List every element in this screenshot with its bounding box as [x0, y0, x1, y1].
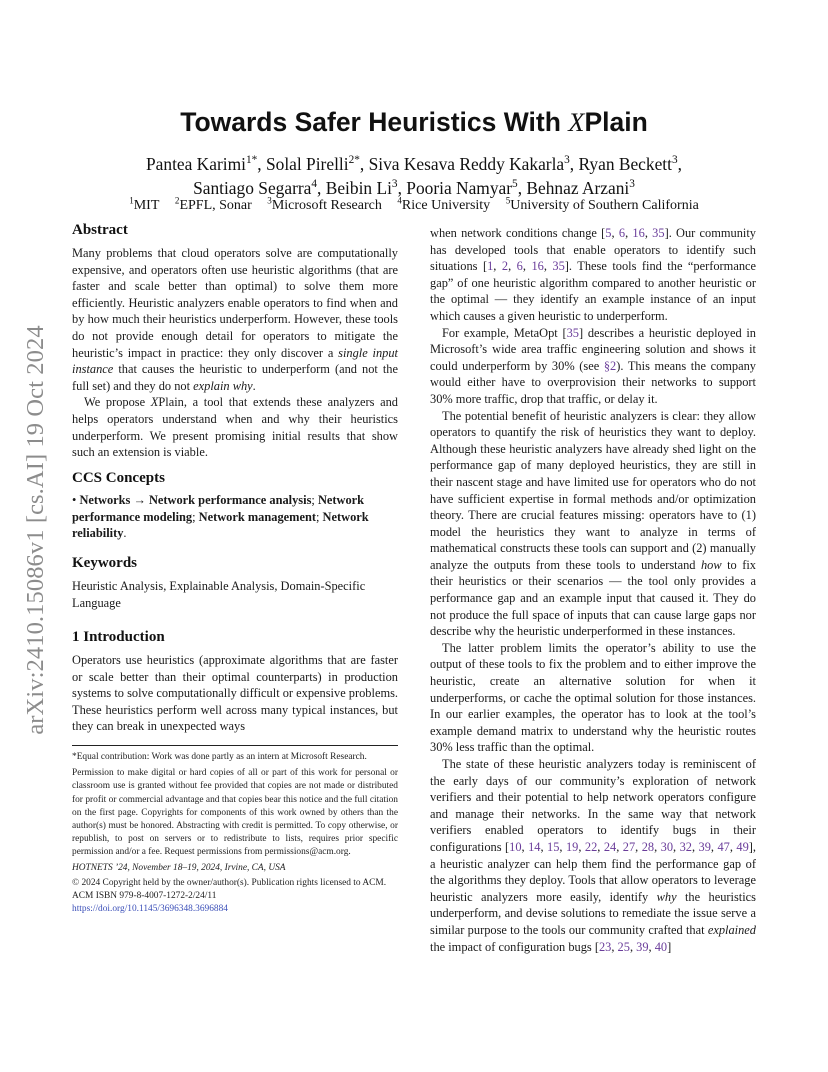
citation-link[interactable]: 15 — [547, 839, 560, 854]
citation-link[interactable]: 25 — [617, 939, 630, 954]
arxiv-id-text: arXiv:2410.15086v1 [cs.AI] 19 Oct 2024 — [22, 325, 49, 735]
abstract-paragraph: Many problems that cloud operators solve are computationally expensive, and operators often use heuristic algorithms (that are faster and scale better than optimal) to solve them more efficiently. Heuristic analyzers enable operators to find when and by how much their heuristics underperform. However, these tools do not provide enough detail for operators to mitigate the heuristic’s impact in practice: they only discover a single input instance that causes the heuristic to underperform (and not the full set) and they do not explain why. — [72, 246, 398, 393]
citation-link[interactable]: 1 — [487, 259, 494, 274]
author-affil-mark: 1* — [245, 154, 258, 166]
author-affil-mark: 3 — [629, 178, 635, 190]
ccs-concepts: • Networks → Network performance analysis; Network performance modeling; Network management; Network reliability. — [72, 493, 369, 541]
affiliation: $^1$MIT — [129, 195, 160, 213]
section-link[interactable]: §2 — [603, 358, 617, 373]
author-affil-mark: 3 — [564, 154, 570, 166]
equal-contribution-note: *Equal contribution: Work was done partly as an intern at Microsoft Research. — [72, 752, 367, 762]
author-name: Pantea Karimi — [145, 153, 246, 174]
intro-body-right — [430, 225, 756, 955]
permission-notice: Permission to make digital or hard copies of all or part of this work for personal or classroom use is granted without fee provided that copies are not made or distributed for profit or commercial advantage and that copies bear this notice and the full citation on the first page. Copyrights for components of this work owned by others than the author(s) must be honored. Abstracting with credit is permitted. To copy otherwise, or republish, to post on servers or to redistribute to lists, requires prior specific permission and/or a fee. Request permissions from permissions@acm.org. — [72, 768, 398, 858]
author-affil-mark: 3 — [671, 154, 678, 166]
citation-link[interactable]: 22 — [584, 839, 598, 854]
citation-link[interactable]: 47 — [717, 839, 730, 854]
citation-link[interactable]: 14 — [528, 839, 541, 854]
citation-link[interactable]: 49 — [736, 839, 749, 854]
ccs-heading: CCS Concepts — [72, 470, 165, 486]
citation-link[interactable]: 16 — [531, 259, 544, 274]
citation-link[interactable]: 32 — [679, 839, 692, 854]
author-affil-mark: 5 — [512, 178, 518, 190]
citation-link[interactable]: 35 — [566, 325, 579, 340]
title-end: Plain — [584, 107, 648, 137]
citation-link[interactable]: 39 — [698, 839, 711, 854]
citation-link[interactable]: 10 — [509, 839, 522, 854]
body-paragraph: The latter problem limits the operator’s ability to use the output of these tools to fix the problem and to either improve the heuristic, create an alternative solution for when it underperforms, or cache the optimal solution for those instances. In our earlier examples, the operator has to look at the tool’s example demand matrix to understand why the heuristic routes 30% less traffic than the optimal. — [430, 640, 756, 755]
author-affil-mark: 4 — [311, 178, 318, 190]
citation-link[interactable]: 5 — [605, 226, 612, 240]
author-name: Behnaz Arzani — [526, 177, 630, 198]
isbn-line: ACM ISBN 979-8-4007-1272-2/24/11 — [72, 891, 217, 902]
citation-link[interactable]: 23 — [598, 939, 612, 954]
author-name: Siva Kesava Reddy Kakarla — [368, 153, 565, 174]
author-affil-mark: 2* — [348, 154, 360, 166]
keywords-heading: Keywords — [72, 555, 137, 571]
affiliation: $^5$University of Southern California — [505, 195, 699, 213]
author-name: Beibin Li — [325, 177, 392, 198]
citation-link[interactable]: 39 — [636, 939, 649, 954]
body-paragraph: The state of these heuristic analyzers today is reminiscent of the early days of our community’s exploration of network verifiers and their potential to help network operators configure and manage their networks. In the same way that network verifiers enabled operators to identify bugs in their configurations [10, 14, 15, 19, 22, 24, 27, 28, 30, 32, 39, 47, 49], a heuristic analyzer can help them find the performance gap of the algorithms they deploy. Tools that allow operators to leverage heuristic analyzers more easily, identify why the heuristics underperform, and devise solutions to remediate the issue serve a similar purpose to the tools our community crafted that explained the impact of configuration bugs [23, 25, 39, 40] — [430, 757, 757, 954]
citation-link[interactable]: 35 — [552, 259, 565, 274]
author-name: Santiago Segarra — [193, 177, 312, 198]
citation-link[interactable]: 19 — [565, 839, 579, 854]
abstract-paragraph: We propose XPlain, a tool that extends these analyzers and helps operators understand when and why their heuristics underperform. We present promising initial results that show such an extension is viable. — [72, 395, 398, 460]
venue-line: HOTNETS ’24, November 18–19, 2024, Irvine, CA, USA — [72, 862, 286, 873]
abstract-heading: Abstract — [72, 222, 128, 238]
citation-link[interactable]: 24 — [603, 839, 617, 854]
body-paragraph: For example, MetaOpt [35] describes a heuristic deployed in Microsoft’s wide area traffic engineering solution and shows it could underperform by 30% (see §2). This means the company would either have to overprovision their networks to support 30% more traffic, drop that traffic, or delay it. — [430, 325, 756, 406]
abstract-body — [72, 245, 398, 461]
doi-link[interactable]: https://doi.org/10.1145/3696348.3696884 — [72, 904, 228, 915]
author-name: Solal Pirelli — [265, 153, 349, 174]
citation-link[interactable]: 16 — [632, 226, 645, 240]
affiliation: $^4$Rice University — [397, 195, 491, 213]
citation-link[interactable]: 35 — [652, 226, 665, 240]
body-paragraph: The potential benefit of heuristic analyzers is clear: they allow operators to quantify the risk of heuristics they want to deploy. Although these heuristic analyzers have already shed light on the performance gap of many deployed heuristics, they are still in their nascent stage and have limited use for operators who do not have sufficient expertise in formal methods and/or optimization theory. There are crucial features missing: operators have to (1) model the heuristics they want to analyze in terms of mathematical constructs these tools can support and (2) manually analyze the outputs from these tools to understand how to fix their heuristics or their scenarios — the tool only provides a performance gap and an example input that caused it. They do not produce the full space of inputs that can cause large gaps nor describe why the heuristic underperformed in these instances. — [430, 408, 756, 639]
copyright-line: © 2024 Copyright held by the owner/author(s). Publication rights licensed to ACM. — [72, 877, 387, 888]
citation-link[interactable]: 28 — [641, 839, 655, 854]
citation-link[interactable]: 27 — [622, 839, 636, 854]
author-line-1: Pantea Karimi$^{1*}$, Solal Pirelli$^{2*}$, Siva Kesava Reddy Kakarla$^3$, Ryan Beckett$^3$, — [145, 153, 682, 174]
citation-link[interactable]: 40 — [654, 939, 668, 954]
citation-link[interactable]: 30 — [660, 839, 674, 854]
paper-title — [0, 107, 828, 138]
citation-link[interactable]: 6 — [516, 259, 523, 274]
keywords-text: Heuristic Analysis, Explainable Analysis, Domain-Specific Language — [72, 579, 366, 610]
author-name: Ryan Beckett — [578, 153, 672, 174]
affiliation: $^3$Microsoft Research — [267, 195, 382, 213]
citation-link[interactable]: 6 — [618, 226, 626, 240]
arxiv-sidebar-identifier — [12, 295, 60, 765]
intro-body-left: Operators use heuristics (approximate algorithms that are faster or scale better than their optimal counterparts) in production systems to solve computationally difficult or expensive problems. These heuristics perform well across many typical instances, but they can break in unexpected ways — [72, 653, 399, 734]
affiliations — [60, 195, 768, 214]
citation-link[interactable]: 2 — [501, 259, 509, 274]
footnote-rule — [72, 745, 398, 746]
author-line-2: Santiago Segarra$^4$, Beibin Li$^3$, Pooria Namyar$^5$, Behnaz Arzani$^3$ — [193, 177, 635, 198]
title-text: Towards Safer Heuristics With — [180, 107, 569, 137]
author-name: Pooria Namyar — [406, 177, 513, 198]
author-affil-mark: 3 — [391, 178, 398, 190]
body-paragraph: when network conditions change [5, 6, 16, 35]. Our community has developed tools that enable operators to identify such situations [1, 2, 6, 16, 35]. These tools find the “performance gap” of one heuristic algorithm compared to another heuristic or the optimal — they identify an example instance of an input which causes a given heuristic to underperform. — [430, 226, 757, 323]
affiliation: $^2$EPFL, Sonar — [174, 195, 252, 213]
footnotes — [72, 751, 398, 916]
introduction-heading: 1 Introduction — [72, 629, 165, 645]
title-x-symbol: X — [568, 107, 585, 137]
